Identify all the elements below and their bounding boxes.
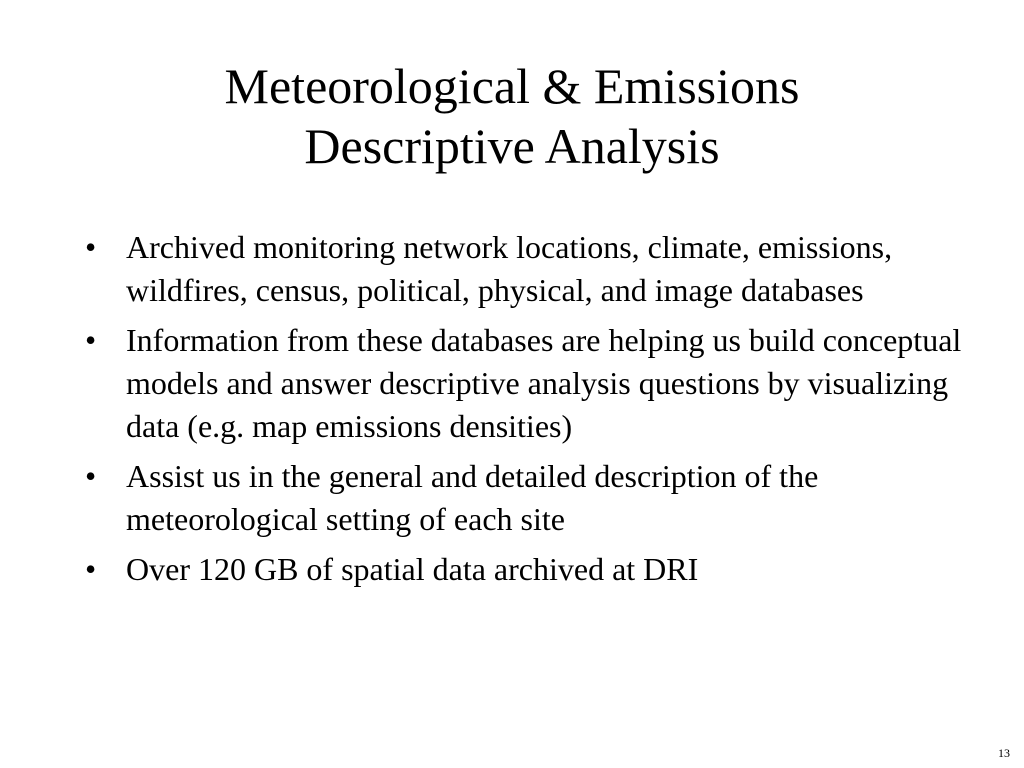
bullet-item [85, 455, 965, 541]
bullet-marker: • [85, 458, 97, 494]
title-line-2: Descriptive Analysis [304, 118, 720, 174]
bullet-item [85, 226, 965, 312]
bullet-marker: • [85, 229, 97, 265]
bullet-text: Assist us in the general and detailed description of the meteorological setting of each site [126, 458, 819, 537]
bullet-text: Information from these databases are helping us build conceptual models and answer descriptive analysis questions by visualizing data (e.g. map emissions densities) [126, 322, 962, 444]
page-number: 13 [998, 746, 1010, 760]
bullet-item [85, 548, 965, 591]
title-line-1: Meteorological & Emissions [224, 58, 800, 114]
bullet-marker: • [85, 322, 97, 358]
bullet-item [85, 319, 965, 448]
bullet-text: Archived monitoring network locations, climate, emissions, wildfires, census, political, physical, and image databases [126, 229, 893, 308]
bullet-list [85, 226, 965, 598]
bullet-text: Over 120 GB of spatial data archived at DRI [126, 551, 699, 587]
bullet-marker: • [85, 551, 97, 587]
slide-title [0, 56, 1024, 176]
